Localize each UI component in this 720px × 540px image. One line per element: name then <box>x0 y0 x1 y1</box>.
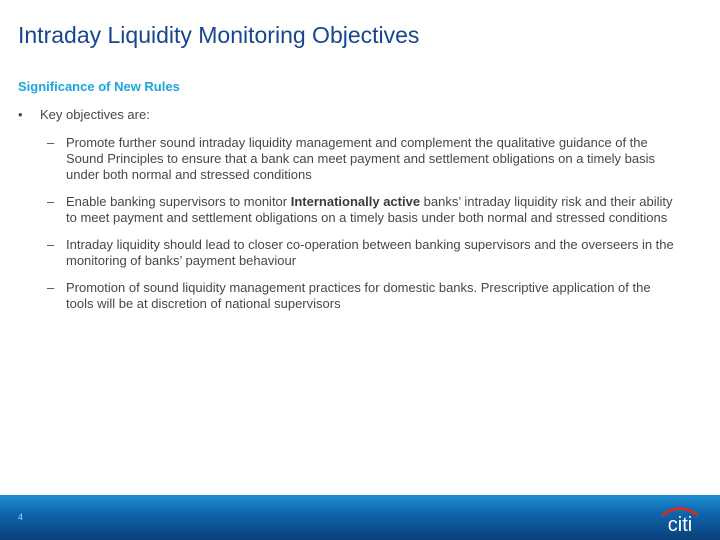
bullet-text: Key objectives are: <box>40 107 150 122</box>
sub-item-text <box>66 194 678 226</box>
sub-item-text: Intraday liquidity should lead to closer co-operation between banking supervisors and the overseers in the monitoring of banks’ payment behaviour <box>66 237 674 268</box>
bullet-marker: • <box>18 107 23 122</box>
slide-title: Intraday Liquidity Monitoring Objectives <box>18 22 420 48</box>
sub-item-3 <box>47 237 678 269</box>
sub-list <box>47 135 678 312</box>
citi-logo <box>654 500 706 536</box>
sub-item-text: Promotion of sound liquidity management practices for domestic banks. Prescriptive application of the tools will be at discretion of national supervisors <box>66 280 651 311</box>
citi-logo-text: citi <box>667 514 693 536</box>
footer-bar <box>0 495 720 540</box>
slide-content <box>18 107 678 323</box>
page-number: 4 <box>18 512 24 522</box>
sub-item-text: Promote further sound intraday liquidity management and complement the qualitative guidance of the Sound Principles to ensure that a bank can meet payment and settlement obligations on a timely basis under both normal and stressed conditions <box>66 135 655 182</box>
sub-item-4 <box>47 280 678 312</box>
bullet-item <box>18 107 678 123</box>
section-heading: Significance of New Rules <box>18 79 180 94</box>
dash-marker: – <box>47 135 55 150</box>
dash-marker: – <box>47 194 55 209</box>
dash-marker: – <box>47 237 55 252</box>
sub-item-2 <box>47 194 678 226</box>
sub-item-1 <box>47 135 678 183</box>
sub-item-bold-text: Internationally active <box>290 194 421 209</box>
dash-marker: – <box>47 280 55 295</box>
sub-item-text-before: Enable banking supervisors to monitor <box>66 194 291 209</box>
sub-item-text-after: banks’ intraday liquidity risk and their ability to meet payment and settlement obligations on a timely basis under both normal and stressed conditions <box>66 194 673 225</box>
